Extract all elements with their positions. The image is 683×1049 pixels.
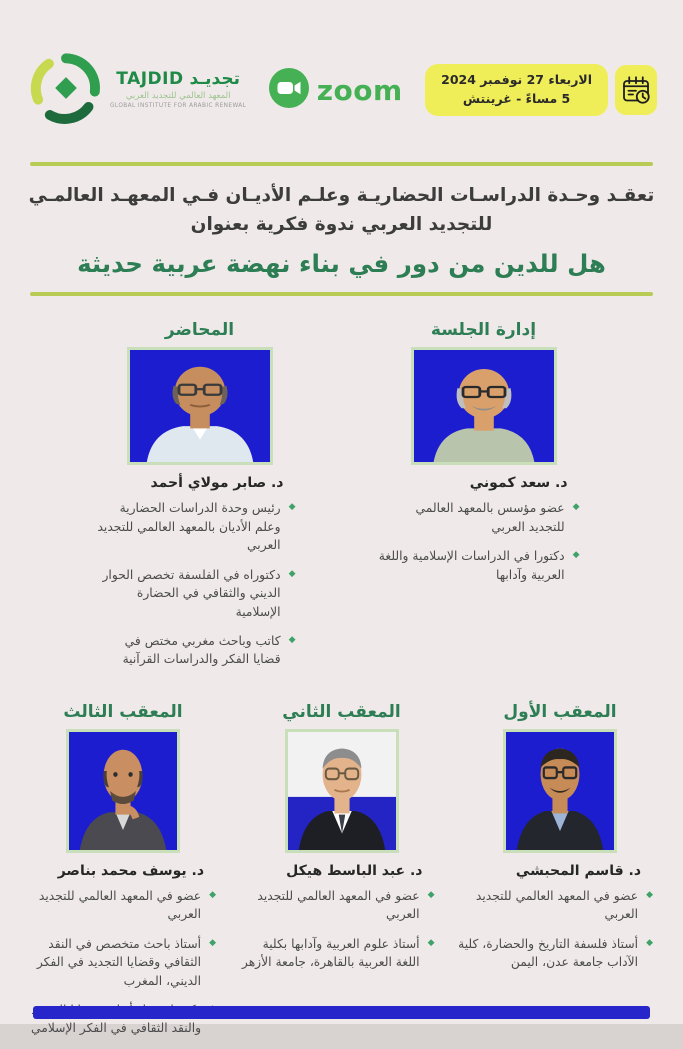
tajdid-logo — [30, 52, 246, 128]
intro-line2: للتجديد العربي ندوة فكرية بعنوان — [190, 213, 493, 235]
bullet-item — [94, 499, 296, 554]
diamond-bullet-icon: ◆ — [288, 634, 296, 645]
date-badge-text — [425, 64, 608, 116]
person-name: د. يوسف محمد بناصر — [57, 862, 204, 879]
speaker-photo — [411, 347, 557, 465]
person-name: د. قاسم المحبشي — [515, 862, 641, 879]
bullet-text: عضو في المعهد العالمي للتجديد العربي — [475, 888, 639, 922]
bullet-text: والنقد الثقافي في الفكر الإسلامي — [30, 1021, 202, 1036]
bullet-text: عضو مؤسس بالمعهد العالمي للتجديد العربي — [415, 501, 565, 534]
poster-header — [0, 0, 683, 132]
intro-block — [0, 166, 683, 292]
diamond-bullet-icon: ◆ — [646, 889, 653, 900]
date-badge — [425, 64, 657, 116]
speaker-photo — [503, 729, 617, 853]
seminar-title: هل للدين من دور في بناء نهضة عربية حديثة — [77, 249, 606, 279]
footer-bar — [33, 1006, 650, 1019]
zoom-wordmark: zoom — [316, 73, 403, 107]
speaker-photo — [127, 347, 273, 465]
tajdid-subtitle-en: GLOBAL INSTITUTE FOR ARABIC RENEWAL — [110, 103, 247, 110]
bullet-item — [457, 935, 653, 972]
tajdid-logo-text — [110, 70, 246, 109]
bullet-item — [239, 887, 435, 924]
bio-bullets — [378, 499, 590, 595]
person-avatar-icon — [69, 732, 177, 850]
diamond-bullet-icon: ◆ — [427, 889, 435, 900]
person-name: د. صابر مولاي أحمد — [150, 475, 284, 492]
commentator-first-card — [457, 702, 663, 1049]
tajdid-subtitle-ar: المعهد العالمي للتجديد العربي — [125, 90, 231, 101]
diamond-bullet-icon: ◆ — [288, 568, 296, 579]
bullet-item — [378, 499, 580, 536]
person-name: د. سعد كموني — [469, 475, 568, 492]
diamond-bullet-icon: ◆ — [646, 937, 653, 948]
bullet-item — [20, 935, 216, 990]
role-label: المعقب الأول — [503, 701, 617, 722]
bio-bullets — [457, 887, 663, 983]
intro-line1: تعقـد وحـدة الدراسـات الحضاريـة وعلـم الأديـان فـي المعهـد العالمـي — [28, 185, 655, 206]
person-avatar-icon — [288, 732, 396, 850]
diamond-bullet-icon: ◆ — [572, 502, 580, 513]
moderator-card — [378, 320, 590, 680]
bio-bullets — [20, 887, 226, 1049]
bullet-item — [94, 632, 296, 669]
bullet-text: أستاذ فلسفة التاريخ والحضارة، كلية الآداب جامعة عدن، اليمن — [458, 936, 639, 970]
diamond-bullet-icon: ◆ — [572, 550, 580, 561]
bullet-text: أستاذ باحث متخصص في النقد الثقافي وقضايا التجديد في الفكر الديني، المغرب — [36, 936, 202, 988]
role-label: المعقب الثالث — [63, 701, 183, 722]
bullet-item — [457, 887, 653, 924]
speakers-row — [0, 296, 683, 680]
person-avatar-icon — [506, 732, 614, 850]
bullet-text: عضو في المعهد العالمي للتجديد العربي — [257, 888, 420, 922]
speaker-photo — [66, 729, 180, 853]
diamond-bullet-icon: ◆ — [209, 889, 216, 900]
bullet-text: كاتب وباحث مغربي مختص في قضايا الفكر والدراسات القرآنية — [122, 633, 281, 667]
diamond-bullet-icon: ◆ — [209, 937, 216, 948]
lecturer-card — [94, 320, 306, 680]
event-time: 5 مساءً - غرينتش — [462, 91, 571, 106]
bullet-item — [94, 566, 296, 621]
zoom-camera-icon — [269, 68, 309, 112]
bullet-text: دكتوراه في الفلسفة تخصص الحوار الديني والثقافي في الحضارة الإسلامية — [102, 567, 281, 619]
tajdid-name: تجديـد TAJDID — [116, 69, 240, 90]
event-date: الاربعاء 27 نوفمبر 2024 — [441, 72, 592, 88]
role-label: إدارة الجلسة — [430, 320, 537, 341]
tajdid-emblem-icon — [30, 52, 102, 128]
commentators-row — [0, 680, 683, 1049]
diamond-bullet-icon: ◆ — [288, 502, 296, 513]
role-label: المحاضر — [164, 320, 235, 341]
person-name: د. عبد الباسط هيكل — [286, 862, 423, 879]
bullet-text: عضو في المعهد العالمي للتجديد العربي — [38, 888, 202, 922]
role-label: المعقب الثاني — [282, 701, 401, 722]
calendar-clock-icon — [615, 65, 657, 115]
bullet-text: رئيس وحدة الدراسات الحضارية وعلم الأديان بالمعهد العالمي للتجديد العربي — [97, 501, 281, 553]
person-avatar-icon — [414, 350, 554, 462]
diamond-bullet-icon: ◆ — [427, 937, 435, 948]
person-avatar-icon — [130, 350, 270, 462]
bullet-text: دكتورا في الدراسات الإسلامية واللغة العربية وآدابها — [378, 549, 565, 582]
bullet-item — [239, 935, 435, 972]
commentator-third-card — [20, 702, 226, 1049]
bullet-text: أستاذ علوم العربية وآدابها بكلية اللغة العربية بالقاهرة، جامعة الأزهر — [241, 936, 420, 970]
bio-bullets — [94, 499, 306, 680]
speaker-photo — [285, 729, 399, 853]
commentator-second-card — [239, 702, 445, 1049]
bullet-item — [20, 887, 216, 924]
bio-bullets — [239, 887, 445, 983]
bullet-item — [378, 547, 580, 584]
zoom-logo — [269, 68, 403, 112]
